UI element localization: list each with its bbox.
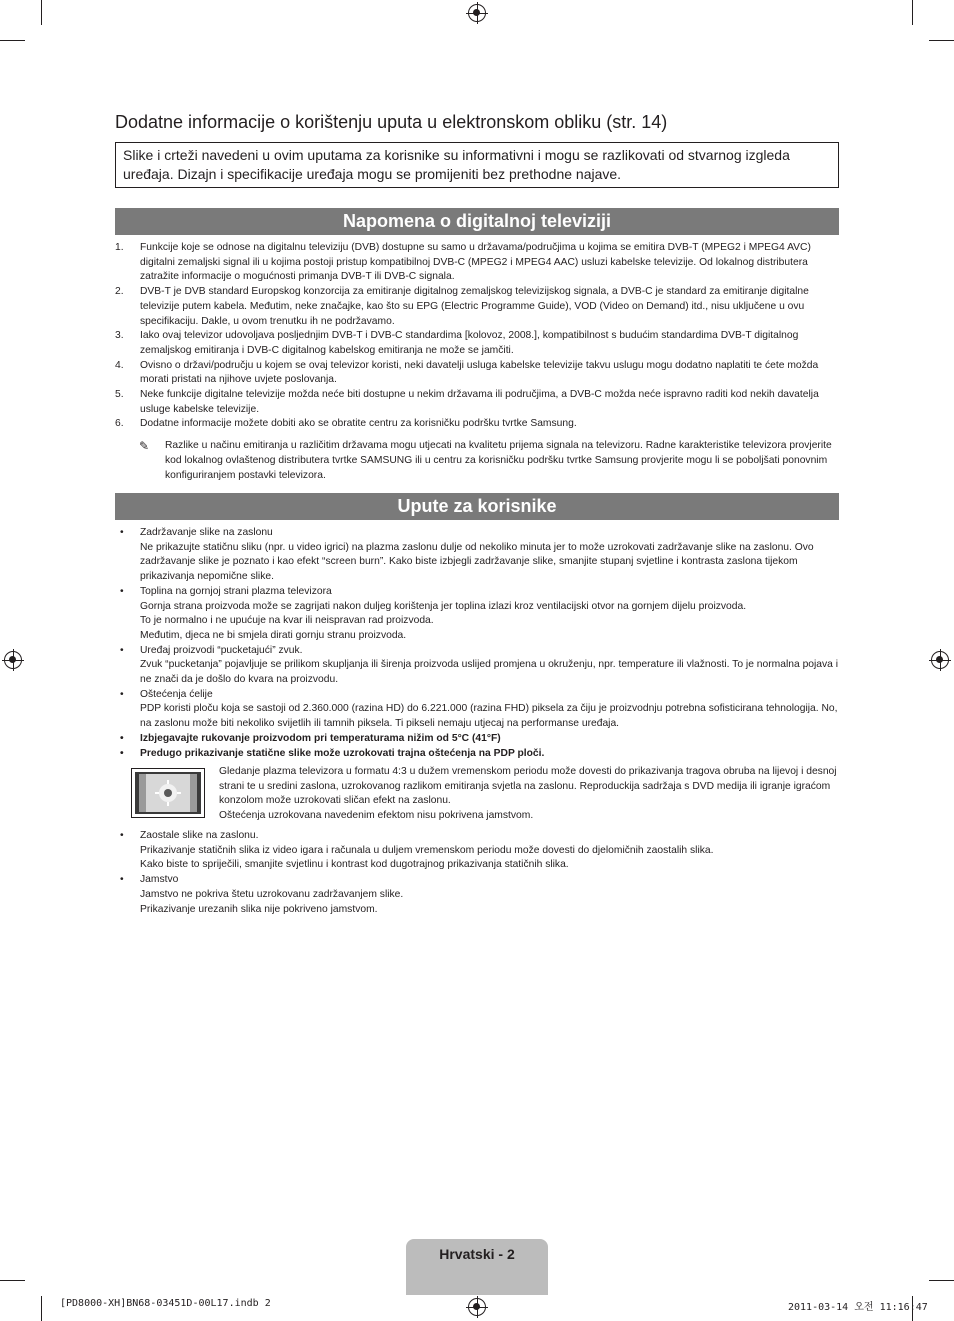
list-item	[115, 359, 839, 388]
page-title: Dodatne informacije o korištenju uputa u elektronskom obliku (str. 14)	[115, 112, 668, 132]
item-title: Izbjegavajte rukovanje proizvodom pri temperaturama nižim od 5°C (41°F)	[140, 732, 501, 744]
footer-timestamp: 2011-03-14 오전 11:16:47	[788, 1302, 928, 1313]
item-text: Zvuk “pucketanja” pojavljuje se prilikom skupljanja ili širenja proizvoda uslijed promjena u okruženju, npr. temperature ili vlažnosti. To je normalna pojava i ne znači da je došlo do kvara na proizvodu.	[140, 659, 839, 686]
item-number: 5.	[115, 389, 124, 401]
item-text: Neke funkcije digitalne televizije možda neće biti dostupne u nekim državama ili područjima, a DVB-C možda neće ispravno raditi kod nekih davatelja usluge kabelske televizije.	[140, 389, 819, 415]
page-number: Hrvatski - 2	[439, 1246, 515, 1262]
list-item	[115, 873, 839, 917]
item-title: Uređaj proizvodi “pucketajući” zvuk.	[140, 644, 303, 656]
note-icon: ✎	[139, 439, 150, 454]
bullet: •	[120, 585, 124, 597]
note	[115, 439, 839, 483]
section-header-digital-tv: Napomena o digitalnoj televiziji	[115, 208, 839, 235]
crop-mark	[912, 0, 913, 25]
item-text: Gornja strana proizvoda može se zagrijati nakon duljeg korištenja jer toplina izlazi kroz ventilacijski otvor na gornjem dijelu proizvoda.	[140, 600, 747, 612]
item-title: Oštećenja ćelije	[140, 688, 213, 700]
registration-mark-icon	[468, 4, 486, 22]
item-number: 1.	[115, 242, 124, 253]
item-number: 4.	[115, 359, 124, 371]
list-item	[115, 329, 839, 358]
footer-file-name: [PD8000-XH]BN68-03451D-00L17.indb 2	[60, 1298, 271, 1309]
item-text: Međutim, djeca ne bi smjela dirati gornju stranu proizvoda.	[140, 629, 407, 641]
bullet: •	[120, 874, 124, 886]
item-text: Dodatne informacije možete dobiti ako se obratite centru za korisničku podršku tvrtke Samsung.	[140, 418, 577, 430]
item-title: Jamstvo	[140, 874, 179, 886]
list-item	[115, 285, 839, 329]
section-header-user-guide: Upute za korisnike	[115, 493, 839, 520]
crop-mark	[41, 1296, 42, 1321]
list-item	[115, 417, 839, 432]
list-item	[115, 526, 839, 585]
item-number: 3.	[115, 330, 124, 342]
tv-illustration	[131, 768, 205, 818]
item-text: Funkcije koje se odnose na digitalnu televiziju (DVB) dostupne su samo u državama/područjima u kojima se emitira DVB-T (MPEG2 i MPEG4 AVC) digitalni zemaljski signal ili u kojima postoji pristup kompatibilnoj DVB-C (MPEG2 i MPEG4 AAC) usluzi kabelske televizije. Od lokalnog distributera zatražite informacije o mogućnosti primanja DVB-T ili DVB-C signala.	[140, 242, 811, 283]
item-title: Zaostale slike na zaslonu.	[140, 830, 259, 841]
bullet: •	[120, 830, 124, 841]
item-number: 6.	[115, 418, 124, 430]
list-item	[115, 747, 839, 762]
user-guide-list	[115, 526, 839, 761]
bullet: •	[120, 527, 124, 538]
note-text: Razlike u načinu emitiranja u različitim državama mogu utjecati na kvalitetu prijema signala na televizoru. Radne karakteristike televizora provjerite kod lokalnog ovlaštenog distributera tvrtke SAMSUNG ili u centru za korisničku podršku tvrtke Samsung provjerite mogu li se poboljšati ponovnim konfiguriranjem postavki televizora.	[165, 440, 832, 481]
bullet: •	[120, 688, 124, 700]
crop-mark	[929, 40, 954, 41]
item-text: DVB-T je DVB standard Europskog konzorcija za emitiranje digitalnog zemaljskog televizijskog signala, a DVB-C je standard za emitiranje digitalne televizije putem kabela. Međutim, neke značajke, kao što su EPG (Electric Programme Guide), VOD (Video on Demand) itd., nisu uključene u ovu specifikaciju. Dakle, u ovom trenutku ih ne podržavamo.	[140, 286, 809, 327]
notice-box: Slike i crteži navedeni u ovim uputama za korisnike su informativni i mogu se razlikovati od stvarnog izgleda uređaja. Dizajn i specifikacije uređaja mogu se promijeniti bez prethodne najave.	[115, 142, 839, 188]
item-number: 2.	[115, 286, 124, 298]
registration-mark-icon	[4, 651, 22, 669]
bullet: •	[120, 747, 124, 759]
figure-text: Gledanje plazma televizora u formatu 4:3 u dužem vremenskom periodu može dovesti do prikazivanja tragova obruba na lijevoj i desnoj strani te u sredini zaslona, uzrokovanog razlikom emitiranja svjetla na zaslonu. Reproduckija sadržaja s DVD medija ili igranje igraćom konzolom može uzrokovati sličan efekt na zaslonu.	[219, 766, 837, 807]
digital-tv-list	[115, 241, 839, 483]
user-guide-list-2	[115, 829, 839, 917]
list-item	[115, 688, 839, 732]
crop-mark	[41, 0, 42, 25]
list-item	[115, 644, 839, 688]
list-item	[115, 732, 839, 747]
item-text: To je normalno i ne upućuje na kvar ili neispravan rad proizvoda.	[140, 615, 434, 627]
crop-mark	[0, 1280, 25, 1281]
crop-mark	[929, 1280, 954, 1281]
registration-mark-icon	[931, 651, 949, 669]
registration-mark-icon	[468, 1298, 486, 1316]
list-item	[115, 585, 839, 644]
item-text: Ovisno o državi/području u kojem se ovaj televizor koristi, neki davatelji usluga kabelske televizije takvu uslugu mogu dodatno naplatiti te ćete možda morati pristati na njihove uvjete poslovanja.	[140, 359, 819, 386]
list-item	[115, 829, 839, 873]
item-text: Prikazivanje urezanih slika nije pokriveno jamstvom.	[140, 903, 378, 915]
figure-text: Oštećenja uzrokovana navedenim efektom nisu pokrivena jamstvom.	[219, 810, 534, 822]
bullet: •	[120, 644, 124, 656]
item-text: Kako biste to spriječili, smanjite svjetlinu i kontrast kod dugotrajnog prikazivanja statičnih slika.	[140, 859, 569, 871]
item-title: Zadržavanje slike na zaslonu	[140, 527, 273, 538]
figure-caption	[219, 765, 839, 824]
item-text: Iako ovaj televizor udovoljava posljednjim DVB-T i DVB-C standardima [kolovoz, 2008.], kompatibilnost s budućim standardima DVB-T digitalnog zemaljskog emitiranja i DVB-C digitalnog kabelskog emitiranja ne može se jamčiti.	[140, 330, 799, 356]
list-item	[115, 388, 839, 417]
item-text: Jamstvo ne pokriva štetu uzrokovanu zadržavanjem slike.	[140, 888, 404, 900]
bullet: •	[120, 732, 124, 744]
item-title: Toplina na gornjoj strani plazma televizora	[140, 585, 332, 597]
crop-mark	[0, 40, 25, 41]
item-text: Ne prikazujte statičnu sliku (npr. u video igrici) na plazma zaslonu dulje od nekoliko minuta jer to može uzrokovati zadržavanje slike na zaslonu. Ovo zadržavanje slike je poznato i kao efekt “screen burn”. Kako biste izbjegli zadržavanje slike, smanjite stupanj svjetline i kontrasta zaslona tijekom prikazivanja nepomične slike.	[140, 541, 814, 583]
item-title: Predugo prikazivanje statične slike može uzrokovati trajna oštećenja na PDP ploči.	[140, 747, 545, 759]
item-text: Prikazivanje statičnih slika iz video igara i računala u duljem vremenskom periodu može dovesti do djelomičnih zaostalih slika.	[140, 844, 714, 856]
list-item	[115, 241, 839, 285]
item-text: PDP koristi ploču koja se sastoji od 2.360.000 (razina HD) do 6.221.000 (razina FHD) piksela za čiju je proizvodnju potrebna sofisticirana tehnologija. No, na zaslonu može biti nekoliko svijetlih ili tamnih piksela. Ti pikseli nemaju utjecaj na performanse uređaja.	[140, 703, 838, 730]
